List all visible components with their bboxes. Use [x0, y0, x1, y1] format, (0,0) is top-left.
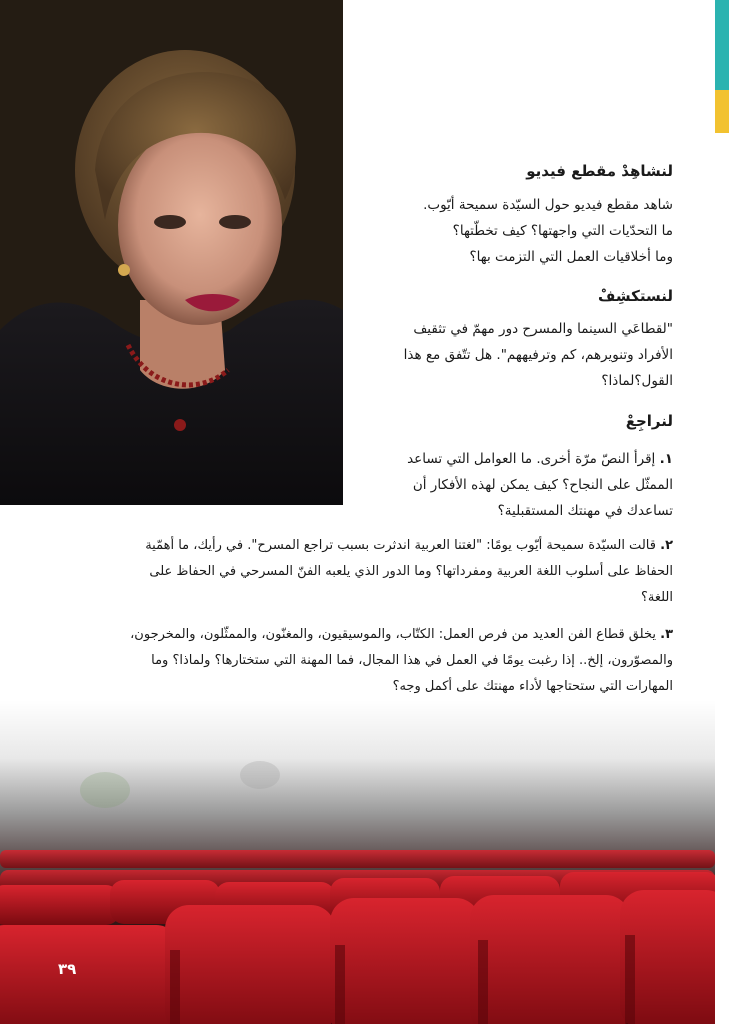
review-heading: لنراجِعْ — [625, 412, 673, 430]
review-item-2-line-1 — [63, 533, 673, 559]
theater-seats-photo — [0, 700, 715, 1024]
page-number: ٣٩ — [58, 960, 77, 978]
review-item-1-line-1 — [368, 446, 673, 472]
review-item-3 — [63, 622, 673, 700]
review-item-1-line-2: الممثّل على النجاح؟ كيف يمكن لهذه الأفكار أن — [412, 477, 673, 493]
review-item-3-line-2: والمصوّرون، إلخ.. إذا رغبت يومًا في العمل في هذا المجال، فما المهنة التي ستختارها؟ ولماذا؟ وما — [151, 653, 673, 668]
review-item-1-line-3: تساعدك في مهنتك المستقبلية؟ — [497, 503, 673, 519]
review-item-3-line-1 — [63, 622, 673, 648]
portrait-photo — [0, 0, 343, 505]
review-item-1 — [368, 446, 673, 524]
review-item-2-number: ٢. — [660, 538, 673, 553]
review-item-3-text-1: يخلق قطاع الفن العديد من فرص العمل: الكتّاب، والموسيقيون، والمغنّون، والممثّلون، والمخرجون، — [130, 627, 656, 642]
section-tab-yellow — [715, 90, 729, 133]
explore-heading: لنستكشِفْ — [598, 287, 673, 305]
review-item-1-text-1: إقرأ النصّ مرّة أخرى. ما العوامل التي تساعد — [407, 451, 656, 467]
watch-line-1: شاهد مقطع فيديو حول السيّدة سميحة أيّوب. — [423, 197, 673, 213]
review-item-2 — [63, 533, 673, 611]
explore-paragraph — [368, 316, 673, 394]
review-item-2-line-2: الحفاظ على أسلوب اللغة العربية ومفرداتها؟ وما الدور الذي يلعبه الفنّ المسرحي في الحفاظ على — [149, 564, 673, 579]
watch-paragraph — [373, 192, 673, 270]
watch-line-2: ما التحدّيات التي واجهتها؟ كيف تخطّتها؟ — [452, 223, 673, 239]
explore-line-1: "لقطاعَي السينما والمسرح دور مهمّ في تثقيف — [413, 321, 673, 337]
review-item-2-text-1: قالت السيّدة سميحة أيّوب يومًا: "لغتنا العربية اندثرت بسبب تراجع المسرح". في رأيك، ما أهمّية — [145, 538, 656, 553]
review-item-3-number: ٣. — [660, 627, 673, 642]
section-tab-teal — [715, 0, 729, 90]
watch-heading: لنشاهِدْ مقطع فيديو — [526, 162, 673, 180]
review-item-1-number: ١. — [659, 451, 673, 467]
watch-line-3: وما أخلاقيات العمل التي التزمت بها؟ — [469, 249, 673, 265]
review-item-2-line-3: اللغة؟ — [640, 590, 673, 605]
explore-line-3: القول؟لماذا؟ — [601, 373, 673, 389]
review-item-3-line-3: المهارات التي ستحتاجها لأداء مهنتك على أكمل وجه؟ — [392, 679, 673, 694]
explore-line-2: الأفراد وتنويرهم، كم وترفيههم". هل تتّفق مع هذا — [403, 347, 673, 363]
